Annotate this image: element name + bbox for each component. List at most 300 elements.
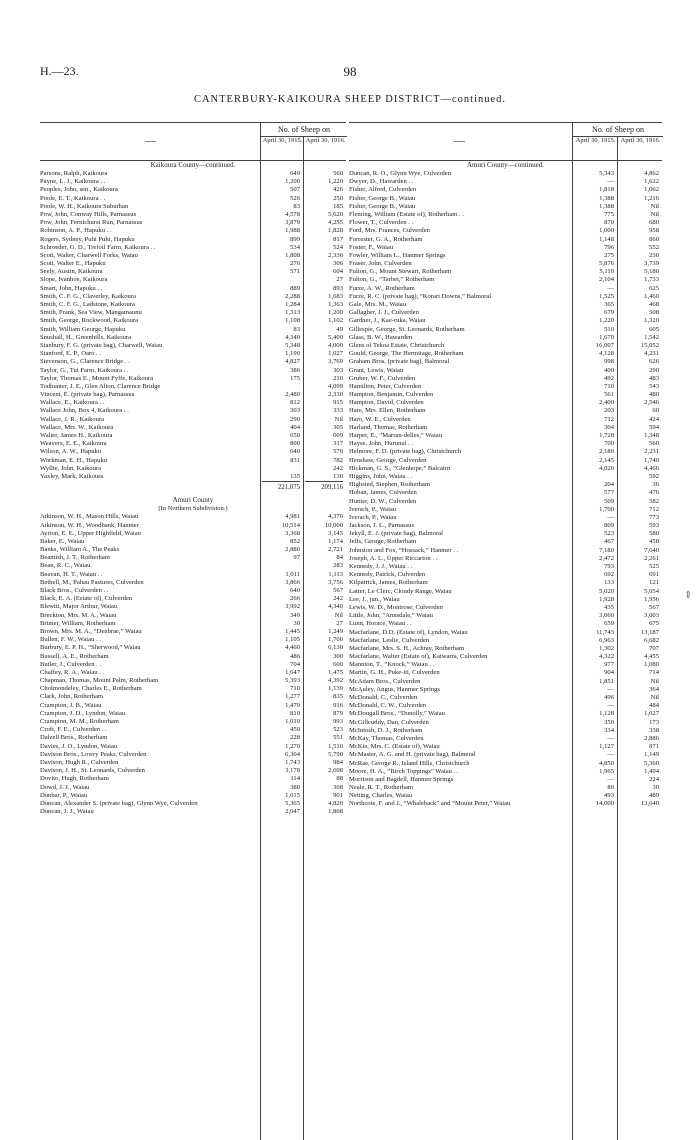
sheep-1916: 250 — [333, 194, 343, 202]
sheep-1915: 571 — [290, 268, 300, 276]
sheep-1916: 4,466 — [644, 464, 659, 472]
table-row — [349, 481, 662, 489]
holder-name: Breckton, Mrs. M. A., Waiau — [40, 611, 117, 619]
sheep-1915: 203 — [604, 407, 614, 415]
sheep-1915: 1,000 — [599, 227, 614, 235]
holder-name: Walter, James H., Kaikoura — [40, 432, 113, 439]
sheep-1916: 242 — [333, 595, 343, 603]
sheep-1916: 2,886 — [644, 734, 659, 742]
sheep-1916: 1,700 — [328, 636, 343, 644]
holder-name: Jelfs, George, Rotherham — [349, 538, 417, 546]
table-row — [349, 465, 662, 473]
holder-name: Burbury, E. P. H., “Sherwood,” Waiau — [40, 644, 141, 652]
sheep-1916: 308 — [333, 783, 343, 791]
sheep-1916: 916 — [333, 701, 343, 709]
sheep-1916: 712 — [649, 505, 659, 513]
table-row — [40, 800, 346, 808]
table-row — [40, 784, 346, 792]
sheep-1916: Nil — [650, 694, 659, 701]
sheep-1916: 523 — [333, 726, 343, 734]
holder-name: Jekyll, E. J. (private bag), Balmoral — [349, 530, 443, 538]
sheep-1915: 10,514 — [281, 521, 300, 529]
holder-name: Fulton, G., Mount Stewart, Rotherham — [349, 268, 452, 276]
sheep-1916: 552 — [649, 243, 659, 251]
holder-name: Hickman, G. S., “Glenhope,” Balcairn — [349, 464, 451, 472]
holder-name: Butler, J., Culverden . . — [40, 660, 102, 668]
table-row — [349, 391, 662, 399]
sheep-1916: 893 — [333, 284, 343, 292]
sheep-1916: 3,145 — [328, 529, 343, 537]
table-row — [349, 489, 662, 497]
sheep-1916: 592 — [649, 472, 659, 480]
holder-name: Schroeder, G. D., Trefoil Farm, Kaikoura . . — [40, 243, 156, 251]
table-row — [349, 276, 662, 284]
sheep-1916: 3,003 — [644, 612, 659, 620]
table-row — [349, 473, 662, 481]
sheep-1915: 5,110 — [599, 268, 614, 276]
sheep-1915: 1,190 — [285, 350, 300, 358]
sheep-1915: 83 — [293, 325, 300, 333]
sheep-1916: 691 — [649, 571, 659, 579]
sheep-1915: 1,388 — [599, 194, 614, 202]
sheep-1916: 1,348 — [644, 432, 659, 439]
holder-name: Stanbury, F. G. (private bag), Charwell, Waiau — [40, 341, 163, 349]
sheep-1915: 4,578 — [285, 210, 300, 218]
holder-name: Glass, B. W., Hawarden — [349, 333, 413, 341]
sheep-1915: 3,992 — [285, 603, 300, 611]
name-column-header: — — [454, 135, 465, 147]
sheep-1915: 1,928 — [599, 595, 614, 603]
sheep-1915: 3,866 — [285, 578, 300, 586]
sheep-1915: 5,393 — [285, 677, 300, 685]
sheep-1916: 15,052 — [640, 341, 659, 349]
table-row — [40, 342, 346, 350]
holder-name: Kennedy, Patrick, Culverden — [349, 571, 426, 579]
sheep-1915: 679 — [604, 309, 614, 317]
table-row — [349, 538, 662, 546]
sheep-1916: 525 — [649, 563, 659, 570]
sheep-1916: Nil — [650, 677, 659, 685]
sheep-1916: 317 — [333, 440, 343, 448]
holder-name: Crampton, J. B., Waiau — [40, 701, 102, 709]
sheep-1915: 870 — [604, 219, 614, 227]
holder-name: Dunbar, P., Waiau — [40, 791, 88, 799]
holder-name: Chaffey, R. A., Waiau . . — [40, 668, 105, 676]
holder-name: Duncan, Alexander S. (private bag), Glynn Wye, Culverden — [40, 799, 198, 807]
sheep-1916: 1,828 — [328, 227, 343, 235]
table-row — [40, 432, 346, 440]
sheep-1915: 712 — [604, 415, 614, 423]
sheep-1915: 640 — [290, 448, 300, 456]
holder-name: Harper, E., “Marran-delles,” Waiau — [349, 432, 442, 439]
sheep-1915: 4,128 — [599, 350, 614, 358]
holder-name: Mannion, T., “Knock,” Waiau . . — [349, 661, 435, 669]
col-1916-header: April 30, 1916. — [617, 137, 663, 160]
sheep-1915: 204 — [604, 481, 614, 489]
holder-name: Seely, Austin, Kaikoura — [40, 268, 103, 276]
sheep-1915: 175 — [290, 374, 300, 382]
sheep-1916: 1,220 — [328, 178, 343, 186]
sheep-count-header — [572, 123, 663, 160]
table-row — [349, 776, 662, 784]
table-row — [349, 195, 662, 203]
sheep-1916: 364 — [649, 685, 659, 693]
sheep-1916: 626 — [649, 358, 659, 366]
section-heading: Kaikoura County—continued. — [150, 161, 236, 169]
sheep-1915: 1,128 — [599, 710, 614, 718]
sheep-1916: 1,510 — [328, 742, 343, 750]
sheep-1915: — — [607, 702, 614, 710]
sheep-1915: 1,965 — [599, 767, 614, 775]
sheep-1915: 350 — [604, 718, 614, 726]
section-heading: Amuri County—continued. — [467, 161, 544, 169]
sheep-1915: 1,728 — [599, 432, 614, 439]
sheep-1915: 486 — [290, 652, 300, 660]
holder-name: Atkinson, W. H., Mason Hills, Waiau — [40, 513, 139, 521]
table-row — [40, 195, 346, 203]
sheep-1916: 4,255 — [328, 219, 343, 227]
sheep-1916: 4,820 — [328, 799, 343, 807]
sheep-1916: 817 — [333, 235, 343, 243]
holder-name: Davies, J. O., Lyndon, Waiau — [40, 742, 118, 750]
sheep-1915: 135 — [290, 472, 300, 480]
sheep-1915: 83 — [293, 202, 300, 210]
sheep-1915: 386 — [290, 366, 300, 374]
sheep-1916: 4,000 — [328, 341, 343, 349]
holder-name: Smith, C. F. G., Ladstone, Kaikoura — [40, 301, 135, 308]
sheep-1915: 5,343 — [599, 170, 614, 177]
table-row — [349, 358, 662, 366]
holder-name: Slope, Ivanhoe, Kaikoura — [40, 276, 108, 284]
sheep-1916: 609 — [333, 432, 343, 439]
holder-name: Dalzell Bros., Rotherham — [40, 734, 108, 742]
holder-name: Fraser, John, Culverden — [349, 260, 412, 268]
sheep-1916: 185 — [333, 202, 343, 210]
table-row — [40, 530, 346, 538]
col-1915-header: April 30, 1915. — [262, 137, 303, 144]
table-row — [349, 268, 662, 276]
sheep-1915: 507 — [290, 186, 300, 194]
sheep-1916: 2,608 — [328, 767, 343, 775]
sheep-1915: 349 — [290, 611, 300, 619]
table-row — [40, 186, 346, 194]
holder-name: Haro, W. E., Culverden — [349, 415, 411, 423]
holder-name: Latter, Le Clerc, Cloudy Range, Waiau — [349, 587, 452, 595]
col-1915-header: April 30, 1915. — [575, 137, 616, 144]
holder-name: Todhunter, J. E., Glen Alton, Clarence Bridge — [40, 382, 161, 390]
holder-name: Dowd, J. J., Waiau — [40, 783, 90, 791]
sheep-1915: 1,647 — [285, 668, 300, 676]
table-row — [40, 628, 346, 636]
holder-name: Smith, Frank, Sea View, Mangamaunu — [40, 309, 142, 317]
sheep-1916: 13,640 — [640, 800, 659, 808]
table-row — [349, 620, 662, 628]
holder-name: Gallagher, J. J., Culverden — [349, 309, 419, 317]
holder-name: Duncan, R. O., Glynn Wye, Culverden — [349, 170, 452, 177]
sheep-1915: 304 — [604, 423, 614, 431]
table-row — [40, 178, 346, 186]
table-row — [40, 334, 346, 342]
holder-name: Wallace, E., Kaikoura . . — [40, 399, 105, 407]
sheep-1915: 400 — [604, 366, 614, 374]
right-table — [349, 122, 662, 809]
table-row — [40, 661, 346, 669]
sheep-1916: 3,739 — [644, 260, 659, 268]
table-row — [349, 579, 662, 587]
sheep-1915: 1,445 — [285, 627, 300, 635]
sheep-1916: 1,542 — [644, 333, 659, 341]
sheep-1916: 49 — [336, 325, 343, 333]
page-title: CANTERBURY-KAIKOURA SHEEP DISTRICT—continued. — [193, 94, 507, 105]
sheep-1915: 303 — [290, 407, 300, 415]
sheep-1916: 707 — [649, 644, 659, 652]
holder-name: McAuley, Angus, Hanmer Springs — [349, 685, 440, 693]
table-row — [349, 367, 662, 375]
holder-name: Ford, Mrs. Frances, Culverden — [349, 227, 430, 235]
table-row — [349, 596, 662, 604]
holder-name: Gardner, J., Kae-ruka, Waiau — [349, 317, 426, 325]
sheep-1916: 7,640 — [644, 546, 659, 554]
holder-name: Bean, R. C., Waiau — [40, 562, 91, 570]
sheep-1916: 3,756 — [328, 578, 343, 586]
holder-name: Davison, J. H., St. Leonards, Culverden — [40, 767, 145, 775]
sheep-1916: 2,231 — [644, 448, 659, 456]
sheep-count-group-title: No. of Sheep on — [261, 123, 347, 137]
table-row — [40, 620, 346, 628]
table-row — [349, 211, 662, 219]
sheep-1915: 5,020 — [599, 587, 614, 595]
col-1916-header: April 30, 1916. — [303, 137, 347, 160]
sheep-1915: 649 — [290, 170, 300, 177]
sheep-1915: 852 — [290, 537, 300, 545]
sheep-1915: 810 — [290, 709, 300, 717]
left-table — [40, 122, 346, 816]
holder-name: Glens of Tekoa Estate, Christchurch — [349, 341, 445, 349]
table-row — [349, 760, 662, 768]
table-row — [40, 513, 346, 521]
sheep-1916: 1,102 — [328, 317, 343, 325]
holder-name: Ayrton, E. E., Upper Highfield, Waiau — [40, 529, 141, 537]
table-row — [349, 227, 662, 235]
table-row — [349, 424, 662, 432]
table-row — [40, 571, 346, 579]
sheep-1916: 879 — [333, 709, 343, 717]
sheep-1916: 567 — [649, 603, 659, 611]
holder-name: Yaxley, Mark, Kaikoura — [40, 472, 104, 480]
sheep-1915: 30 — [293, 619, 300, 627]
table-row — [40, 603, 346, 611]
sheep-1916: 1,113 — [328, 570, 343, 578]
holder-name: Helmore, F. D. (private bag), Christchurch — [349, 448, 462, 456]
sheep-1915: 2,480 — [285, 391, 300, 399]
table-row — [40, 424, 346, 432]
table-row — [349, 457, 662, 465]
holder-name: Hamilton, Peter, Culverden — [349, 382, 422, 390]
sheep-1916: 4,340 — [328, 603, 343, 611]
sheep-1916: 1,622 — [644, 178, 659, 186]
holder-name: Bullen, F. W., Waiau . . — [40, 636, 101, 644]
holder-name: Gruber, W. F., Culverden — [349, 374, 416, 382]
holder-name: McDonald, C. W., Culverden — [349, 702, 427, 710]
table-row — [349, 236, 662, 244]
sheep-1916: 560 — [649, 440, 659, 448]
sheep-1915: 692 — [604, 571, 614, 579]
holder-name: Highsted, Stephen, Rotherham — [349, 481, 430, 489]
holder-name: McKie, Mrs. C. (Estate of), Waiau — [349, 743, 440, 751]
sheep-1915: 6,963 — [599, 636, 614, 644]
sheep-1916: 604 — [333, 268, 343, 276]
table-row — [40, 595, 346, 603]
table-row — [349, 219, 662, 227]
sheep-1915: 1,200 — [285, 178, 300, 186]
table-row — [349, 170, 662, 178]
sheep-1916: 5,790 — [328, 750, 343, 758]
table-row — [349, 407, 662, 415]
sheep-1916: 1,149 — [644, 751, 659, 759]
sheep-1916: 680 — [649, 219, 659, 227]
sheep-1915: 1,108 — [285, 317, 300, 325]
sheep-1916: 333 — [333, 407, 343, 415]
holder-name: Pow, John, Conway Hills, Parnassus — [40, 210, 137, 218]
sheep-1915: 3,060 — [599, 612, 614, 620]
sheep-1916: 5,360 — [644, 759, 659, 767]
table-row — [349, 686, 662, 694]
sheep-1916: 567 — [333, 587, 343, 594]
sheep-1916: 600 — [333, 660, 343, 668]
sheep-1915: 450 — [290, 726, 300, 734]
holder-name: Higgins, John, Waiau . . — [349, 472, 413, 480]
sheep-1916: 1,683 — [328, 292, 343, 300]
sheep-1915: 526 — [290, 194, 300, 202]
holder-name: Little, John, “Annsdale,” Waiau — [349, 612, 433, 620]
sheep-1916: 88 — [336, 775, 343, 783]
table-row — [349, 399, 662, 407]
sheep-1915: 2,400 — [599, 399, 614, 407]
table-row — [40, 808, 346, 816]
sheep-1916: 1,494 — [644, 767, 659, 775]
holder-name: Black, E. A. (Estate of), Culverden — [40, 595, 133, 603]
table-row — [40, 767, 346, 775]
table-row — [349, 317, 662, 325]
sheep-1916: 4,376 — [328, 513, 343, 521]
holder-name: Smith, George, Rockwood, Kaikoura — [40, 317, 139, 325]
sheep-1916: 1,475 — [328, 668, 343, 676]
sheep-1915: 1,127 — [599, 743, 614, 751]
sheep-1916: 1,027 — [328, 350, 343, 358]
holder-name: Scott, Walter E., Hapuku — [40, 260, 106, 268]
holder-name: Hampton, Benjamin, Culverden — [349, 391, 434, 399]
table-row — [40, 407, 346, 415]
table-row — [349, 645, 662, 653]
table-row — [349, 588, 662, 596]
holder-name: Dwyer, D., Hawarden . . — [349, 178, 414, 186]
subsection-heading: (In Northern Subdivision.) — [158, 505, 228, 513]
sheep-1915: 1,015 — [285, 791, 300, 799]
holder-name: McRae, George R., Island Hills, Christchurch — [349, 759, 470, 767]
sheep-1915: 1,011 — [285, 570, 300, 578]
sheep-count-header — [260, 123, 347, 160]
sheep-1916: 60 — [652, 407, 659, 415]
sheep-1916: 593 — [649, 522, 659, 530]
table-row — [40, 440, 346, 448]
table-row — [349, 416, 662, 424]
table-row — [349, 514, 662, 522]
table-row — [349, 743, 662, 751]
table-row — [349, 285, 662, 293]
table-row — [40, 734, 346, 742]
sheep-1915: 577 — [604, 489, 614, 497]
sheep-1916: 594 — [649, 423, 659, 431]
sheep-1915: 796 — [604, 243, 614, 251]
holder-name: Hare, Mrs. Ellen, Rotherham — [349, 407, 426, 415]
sheep-1916: Nil — [334, 415, 343, 423]
sheep-1916: 13,187 — [640, 628, 659, 636]
sheep-1915: — — [607, 775, 614, 783]
sheep-1916: 625 — [649, 284, 659, 292]
table-row — [40, 653, 346, 661]
sheep-1915: 1,284 — [285, 301, 300, 308]
table-row — [349, 326, 662, 334]
table-row — [40, 693, 346, 701]
table-row — [40, 358, 346, 366]
holder-name: Macfarlane, Mrs. S. H., Achray, Rotherham — [349, 644, 465, 652]
sheep-1916: 2,721 — [328, 546, 343, 554]
table-row — [349, 506, 662, 514]
table-row — [40, 293, 346, 301]
sheep-1915: — — [607, 751, 614, 759]
sheep-1915: 1,010 — [285, 718, 300, 725]
sheep-1915: 1,302 — [599, 644, 614, 652]
sheep-1915: 2,647 — [285, 808, 300, 816]
sheep-1916: 84 — [336, 554, 343, 562]
sheep-1916: 782 — [333, 456, 343, 464]
table-row — [40, 612, 346, 620]
sheep-1916: 173 — [649, 718, 659, 726]
table-row — [349, 669, 662, 677]
sheep-1916: 508 — [649, 309, 659, 317]
table-row — [40, 227, 346, 235]
sheep-1915: 1,148 — [599, 235, 614, 243]
table-row — [40, 260, 346, 268]
sheep-1916: 458 — [649, 538, 659, 546]
sheep-1916: 773 — [649, 513, 659, 521]
holder-name: Jackson, J. L., Parnassus — [349, 522, 415, 530]
holder-name: Fisher, Alfred, Culverden — [349, 186, 417, 194]
sheep-1916: 2,261 — [644, 554, 659, 562]
sheep-1916: Nil — [650, 210, 659, 218]
sheep-1916: 570 — [333, 448, 343, 456]
sheep-1915: 6,304 — [285, 750, 300, 758]
margin-mark: ⇕ — [684, 590, 693, 601]
table-row — [40, 367, 346, 375]
sheep-1915: 404 — [290, 423, 300, 431]
sheep-1916: 2,330 — [328, 391, 343, 399]
holder-name: McDougall Bros., “Dunolly,” Waiau — [349, 710, 445, 718]
sheep-1915: 1,277 — [285, 693, 300, 701]
holder-name: Fulton, G., “Tarbet,” Rotherham — [349, 276, 435, 284]
sheep-1916: 915 — [333, 399, 343, 407]
sheep-1916: 4,231 — [644, 350, 659, 358]
table-row — [349, 735, 662, 743]
sheep-1915: 365 — [604, 301, 614, 308]
sheep-1916: 1,200 — [328, 309, 343, 317]
sheep-1916: 1,740 — [644, 456, 659, 464]
table-row — [40, 718, 346, 726]
holder-name: Stanford, E. P., Oaro . . — [40, 350, 101, 358]
table-row — [349, 383, 662, 391]
sheep-1916: 210 — [333, 374, 343, 382]
table-row — [40, 317, 346, 325]
